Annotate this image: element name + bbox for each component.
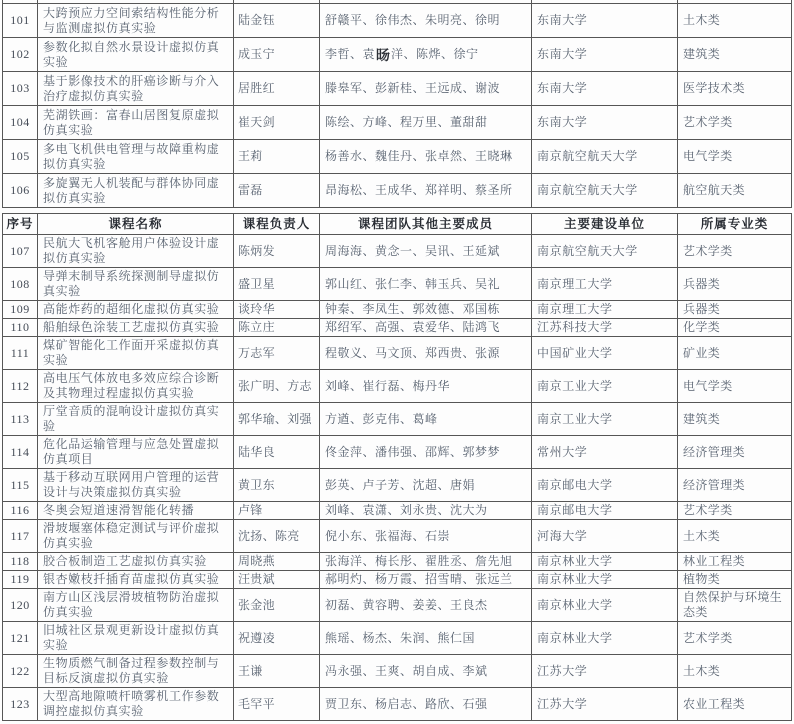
cell-construction-unit: 江苏大学 (532, 688, 678, 721)
cell-row-number: 108 (3, 268, 38, 301)
cell-course-leader: 王莉 (234, 140, 320, 174)
table-row (3, 337, 792, 370)
table-row (3, 4, 792, 38)
table-row (3, 403, 792, 436)
table-row (3, 268, 792, 301)
cell-course-leader: 沈扬、陈亮 (234, 520, 320, 553)
cell-course-name: 船舶绿色涂装工艺虚拟仿真实验 (38, 319, 234, 337)
cell-construction-unit: 南京理工大学 (532, 268, 678, 301)
cell-row-number: 122 (3, 655, 38, 688)
header-construction-unit: 主要建设单位 (532, 214, 678, 235)
course-table-main (2, 213, 792, 721)
table-row (3, 301, 792, 319)
cell-team-members: 郝明灼、杨万霞、招雪晴、张远兰 (320, 571, 532, 589)
table-row (3, 589, 792, 622)
cell-team-members: 熊瑶、杨杰、朱润、熊仁国 (320, 622, 532, 655)
cell-team-members: 倪小东、张福海、石崇 (320, 520, 532, 553)
cell-course-name: 高电压气体放电多效应综合诊断及其物理过程虚拟仿真实验 (38, 370, 234, 403)
cell-team-members: 郑绍军、高强、袁爱华、陆鸿飞 (320, 319, 532, 337)
cell-row-number: 109 (3, 301, 38, 319)
cell-row-number: 118 (3, 553, 38, 571)
table-row (3, 38, 792, 72)
cell-subject-category: 植物类 (678, 571, 792, 589)
cell-subject-category: 艺术学类 (678, 502, 792, 520)
cell-row-number: 120 (3, 589, 38, 622)
cell-course-name: 危化品运输管理与应急处置虚拟仿真项目 (38, 436, 234, 469)
header-course-name: 课程名称 (38, 214, 234, 235)
cell-course-name: 高能炸药的超细化虚拟仿真实验 (38, 301, 234, 319)
cell-subject-category: 艺术学类 (678, 622, 792, 655)
cell-team-members: 郭山红、张仁李、韩玉兵、吴礼 (320, 268, 532, 301)
cell-course-leader: 郭华瑜、刘强 (234, 403, 320, 436)
cell-team-members: 佟金萍、潘伟强、邵辉、郭梦梦 (320, 436, 532, 469)
main-rows (3, 235, 792, 721)
cell-construction-unit: 南京理工大学 (532, 301, 678, 319)
cell-course-leader: 成玉宁 (234, 38, 320, 72)
cell-course-leader: 居胜红 (234, 72, 320, 106)
cell-row-number: 112 (3, 370, 38, 403)
cell-team-members: 彭英、卢子芳、沈超、唐娟 (320, 469, 532, 502)
cell-team-members: 张海洋、梅长彤、翟胜丞、詹先旭 (320, 553, 532, 571)
cell-team-members: 贾卫东、杨启志、路欣、石强 (320, 688, 532, 721)
cell-construction-unit: 南京工业大学 (532, 370, 678, 403)
cell-course-leader: 祝遵凌 (234, 622, 320, 655)
header-row-number: 序号 (3, 214, 38, 235)
cell-course-name: 冬奥会短道速滑智能化转播 (38, 502, 234, 520)
cell-course-name: 基于移动互联网用户管理的运营设计与决策虚拟仿真实验 (38, 469, 234, 502)
header-course-leader: 课程负责人 (234, 214, 320, 235)
cell-subject-category: 化学类 (678, 319, 792, 337)
cell-row-number: 111 (3, 337, 38, 370)
cell-subject-category: 土木类 (678, 4, 792, 38)
cell-team-members: 初磊、黄容聘、姜姜、王良杰 (320, 589, 532, 622)
table-row (3, 571, 792, 589)
cell-team-members: 昂海松、王成华、郑祥明、蔡圣所 (320, 174, 532, 208)
cell-subject-category: 电气学类 (678, 370, 792, 403)
cell-course-leader: 张金池 (234, 589, 320, 622)
cell-construction-unit: 东南大学 (532, 4, 678, 38)
cell-row-number: 104 (3, 106, 38, 140)
cell-team-members: 滕皋军、彭新桂、王远成、谢波 (320, 72, 532, 106)
cell-construction-unit: 南京林业大学 (532, 622, 678, 655)
cell-course-leader: 陈立庄 (234, 319, 320, 337)
cell-subject-category: 建筑类 (678, 403, 792, 436)
cell-row-number: 101 (3, 4, 38, 38)
cell-course-name: 参数化拟自然水景设计虚拟仿真实验 (38, 38, 234, 72)
cell-row-number: 117 (3, 520, 38, 553)
cell-construction-unit: 常州大学 (532, 436, 678, 469)
cell-subject-category: 农业工程类 (678, 688, 792, 721)
cell-course-name: 大型高地隙喷杆喷雾机工作参数调控虚拟仿真实验 (38, 688, 234, 721)
cell-team-members: 陈绘、方峰、程万里、董甜甜 (320, 106, 532, 140)
table-row (3, 553, 792, 571)
cell-construction-unit: 东南大学 (532, 72, 678, 106)
cell-construction-unit: 南京航空航天大学 (532, 235, 678, 268)
cell-course-leader: 盛卫星 (234, 268, 320, 301)
cell-construction-unit: 东南大学 (532, 38, 678, 72)
cell-course-leader: 陆金钰 (234, 4, 320, 38)
cell-course-leader: 黄卫东 (234, 469, 320, 502)
cell-construction-unit: 南京邮电大学 (532, 502, 678, 520)
cell-subject-category: 艺术学类 (678, 235, 792, 268)
cell-row-number: 116 (3, 502, 38, 520)
table-row (3, 370, 792, 403)
cell-subject-category: 航空航天类 (678, 174, 792, 208)
cell-course-name: 南方山区浅层滑坡植物防治虚拟仿真实验 (38, 589, 234, 622)
course-table-continuation (2, 0, 792, 208)
cell-course-leader: 崔天剑 (234, 106, 320, 140)
cell-row-number: 103 (3, 72, 38, 106)
table-row (3, 140, 792, 174)
cell-course-name: 生物质燃气制备过程参数控制与目标反演虚拟仿真实验 (38, 655, 234, 688)
cell-construction-unit: 江苏科技大学 (532, 319, 678, 337)
cell-subject-category: 自然保护与环境生态类 (678, 589, 792, 622)
cell-subject-category: 林业工程类 (678, 553, 792, 571)
table-row (3, 235, 792, 268)
cell-subject-category: 兵器类 (678, 301, 792, 319)
cell-course-name: 多旋翼无人机装配与群体协同虚拟仿真实验 (38, 174, 234, 208)
cell-course-leader: 雷磊 (234, 174, 320, 208)
cell-row-number: 105 (3, 140, 38, 174)
table-row (3, 520, 792, 553)
cell-subject-category: 建筑类 (678, 38, 792, 72)
cell-construction-unit: 南京林业大学 (532, 589, 678, 622)
table-header-row (3, 214, 792, 235)
table-row (3, 106, 792, 140)
table-row (3, 502, 792, 520)
cell-team-members: 周海海、黄念一、吴讯、王延斌 (320, 235, 532, 268)
cell-course-leader: 谈玲华 (234, 301, 320, 319)
cell-course-name: 民航大飞机客舱用户体验设计虚拟仿真实验 (38, 235, 234, 268)
cell-course-name: 厅堂音质的混响设计虚拟仿真实验 (38, 403, 234, 436)
table-row (3, 174, 792, 208)
cell-row-number: 115 (3, 469, 38, 502)
cell-team-members: 钟秦、李凤生、郭效德、邓国栋 (320, 301, 532, 319)
table-row (3, 319, 792, 337)
cell-row-number: 119 (3, 571, 38, 589)
cell-construction-unit: 南京工业大学 (532, 403, 678, 436)
cell-row-number: 114 (3, 436, 38, 469)
cell-row-number: 106 (3, 174, 38, 208)
cell-row-number: 107 (3, 235, 38, 268)
cell-course-name: 滑坡堰塞体稳定测试与评价虚拟仿真实验 (38, 520, 234, 553)
cell-course-leader: 万志军 (234, 337, 320, 370)
cell-course-leader: 汪贵斌 (234, 571, 320, 589)
table-row (3, 469, 792, 502)
table-row (3, 72, 792, 106)
cell-subject-category: 电气学类 (678, 140, 792, 174)
cell-construction-unit: 江苏大学 (532, 655, 678, 688)
cell-construction-unit: 南京航空航天大学 (532, 174, 678, 208)
cell-course-leader: 卢锋 (234, 502, 320, 520)
header-subject-category: 所属专业类 (678, 214, 792, 235)
cell-course-leader: 陆华良 (234, 436, 320, 469)
cell-course-leader: 张广明、方志 (234, 370, 320, 403)
cell-subject-category: 经济管理类 (678, 469, 792, 502)
cell-subject-category: 医学技术类 (678, 72, 792, 106)
cell-construction-unit: 南京林业大学 (532, 571, 678, 589)
cell-subject-category: 土木类 (678, 520, 792, 553)
cell-subject-category: 艺术学类 (678, 106, 792, 140)
table-row (3, 622, 792, 655)
cell-course-name: 多电飞机供电管理与故障重构虚拟仿真实验 (38, 140, 234, 174)
cell-row-number: 123 (3, 688, 38, 721)
cell-course-leader: 周晓燕 (234, 553, 320, 571)
cell-course-name: 导弹末制导系统探测制导虚拟仿真实验 (38, 268, 234, 301)
cell-course-name: 银杏嫩枝扦插育苗虚拟仿真实验 (38, 571, 234, 589)
header-team-members: 课程团队其他主要成员 (320, 214, 532, 235)
cell-course-leader: 王谦 (234, 655, 320, 688)
cell-construction-unit: 东南大学 (532, 106, 678, 140)
cell-row-number: 110 (3, 319, 38, 337)
cell-subject-category: 经济管理类 (678, 436, 792, 469)
cell-construction-unit: 河海大学 (532, 520, 678, 553)
cell-subject-category: 矿业类 (678, 337, 792, 370)
fallback-font-glyph: 旸 (376, 46, 391, 63)
cell-subject-category: 土木类 (678, 655, 792, 688)
continuation-rows (3, 4, 792, 208)
cell-course-leader: 毛罕平 (234, 688, 320, 721)
cell-course-name: 大跨预应力空间索结构性能分析与监测虚拟仿真实验 (38, 4, 234, 38)
cell-course-name: 煤矿智能化工作面开采虚拟仿真实验 (38, 337, 234, 370)
cell-team-members: 方遒、彭克伟、葛峰 (320, 403, 532, 436)
table-row (3, 655, 792, 688)
cell-course-leader: 陈炳发 (234, 235, 320, 268)
cell-row-number: 102 (3, 38, 38, 72)
cell-team-members: 冯永强、王爽、胡自成、李斌 (320, 655, 532, 688)
cell-construction-unit: 南京邮电大学 (532, 469, 678, 502)
table-row (3, 688, 792, 721)
cell-row-number: 121 (3, 622, 38, 655)
cell-row-number: 113 (3, 403, 38, 436)
cell-team-members: 程敬义、马文顶、郑西贵、张源 (320, 337, 532, 370)
cell-team-members: 刘峰、袁潇、刘永贵、沈大为 (320, 502, 532, 520)
table-row (3, 436, 792, 469)
cell-course-name: 旧城社区景观更新设计虚拟仿真实验 (38, 622, 234, 655)
cell-team-members: 舒赣平、徐伟杰、朱明亮、徐明 (320, 4, 532, 38)
cell-team-members: 杨善水、魏佳丹、张卓然、王晓琳 (320, 140, 532, 174)
cell-construction-unit: 中国矿业大学 (532, 337, 678, 370)
cell-course-name: 芜湖铁画：富春山居图复原虚拟仿真实验 (38, 106, 234, 140)
cell-team-members: 李哲、袁 旸 洋、陈烨、徐宁 (320, 38, 532, 72)
cell-subject-category: 兵器类 (678, 268, 792, 301)
cell-construction-unit: 南京航空航天大学 (532, 140, 678, 174)
cell-construction-unit: 南京林业大学 (532, 553, 678, 571)
cell-team-members: 刘峰、崔行磊、梅丹华 (320, 370, 532, 403)
cell-course-name: 胶合板制造工艺虚拟仿真实验 (38, 553, 234, 571)
cell-course-name: 基于影像技术的肝癌诊断与介入治疗虚拟仿真实验 (38, 72, 234, 106)
